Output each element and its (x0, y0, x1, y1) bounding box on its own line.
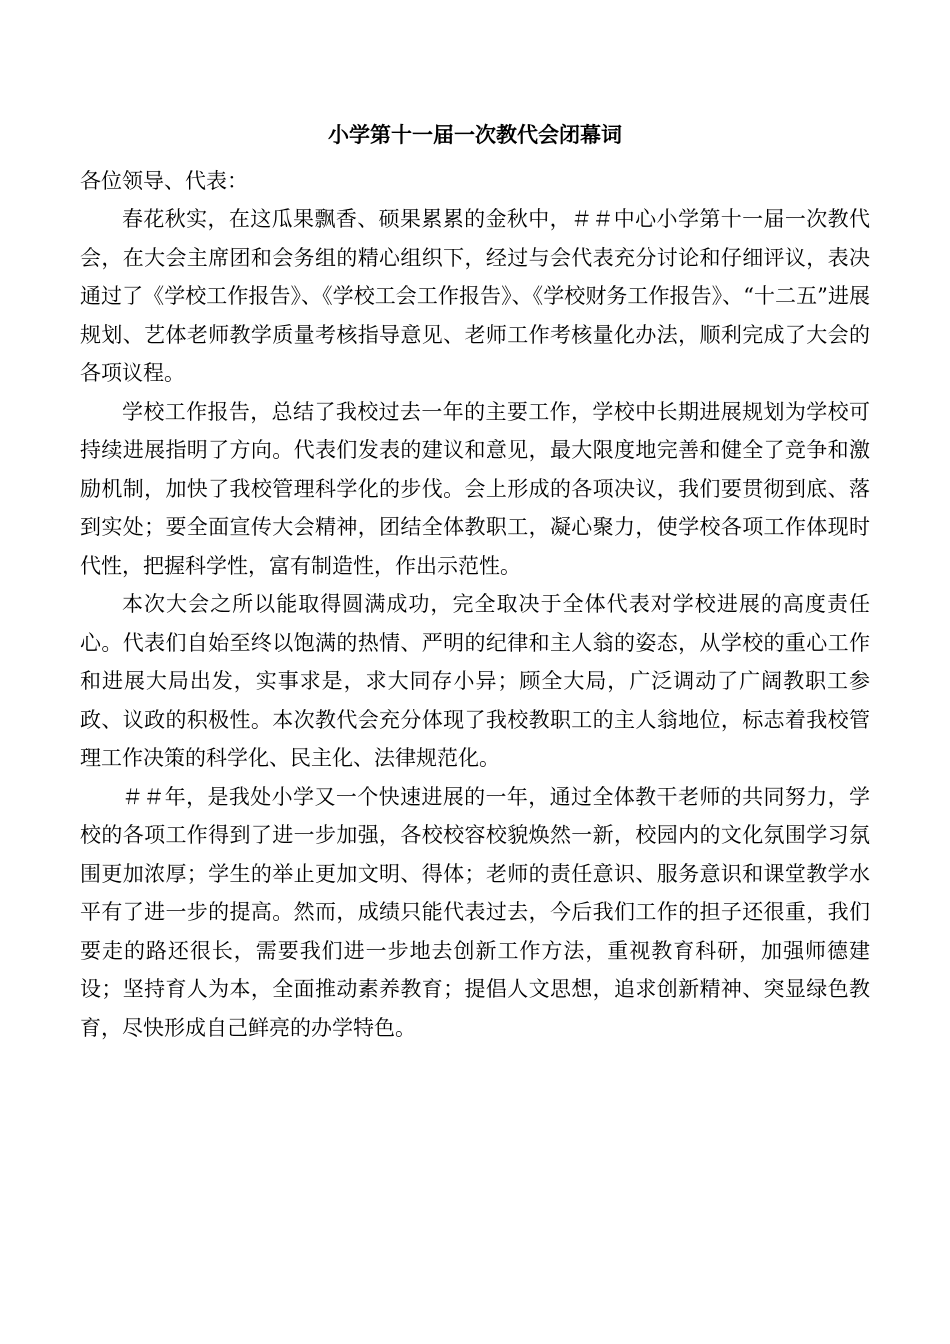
salutation: 各位领导、代表： (80, 169, 248, 193)
paragraph-3: 本次大会之所以能取得圆满成功，完全取决于全体代表对学校进展的高度责任心。代表们自始至终以饱满的热情、严明的纪律和主人翁的姿态，从学校的重心工作和进展大局出发，实事求是，求大同存小异；顾全大局，广泛调动了广阔教职工参政、议政的积极性。本次教代会充分体现了我校教职工的主人翁地位，标志着我校管理工作决策的科学化、民主化、法律规范化。 (80, 592, 870, 770)
paragraph-4: ＃＃年，是我处小学又一个快速进展的一年，通过全体教干老师的共同努力，学校的各项工作得到了进一步加强，各校校容校貌焕然一新，校园内的文化氛围学习氛围更加浓厚；学生的举止更加文明、得体；老师的责任意识、服务意识和课堂教学水平有了进一步的提高。然而，成绩只能代表过去，今后我们工作的担子还很重，我们要走的路还很长，需要我们进一步地去创新工作方法，重视教育科研，加强师德建设；坚持育人为本，全面推动素养教育；提倡人文思想，追求创新精神、突显绿色教育，尽快形成自己鲜亮的办学特色。 (80, 784, 870, 1040)
paragraph-2: 学校工作报告，总结了我校过去一年的主要工作，学校中长期进展规划为学校可持续进展指明了方向。代表们发表的建议和意见，最大限度地完善和健全了竞争和激励机制，加快了我校管理科学化的步伐。会上形成的各项决议，我们要贯彻到底、落到实处；要全面宣传大会精神，团结全体教职工，凝心聚力，使学校各项工作体现时代性，把握科学性，富有制造性，作出示范性。 (80, 399, 870, 578)
document-title: 小学第十一届一次教代会闭幕词 (328, 122, 622, 147)
document-body (80, 120, 870, 1047)
paragraph-1: 春花秋实，在这瓜果飘香、硕果累累的金秋中，＃＃中心小学第十一届一次教代会，在大会主席团和会务组的精心组织下，经过与会代表充分讨论和仔细评议，表决通过了《学校工作报告》、《学校工会工作报告》、《学校财务工作报告》、“十二五”进展规划、艺体老师教学质量考核指导意见、老师工作考核量化办法，顺利完成了大会的各项议程。 (80, 207, 870, 385)
